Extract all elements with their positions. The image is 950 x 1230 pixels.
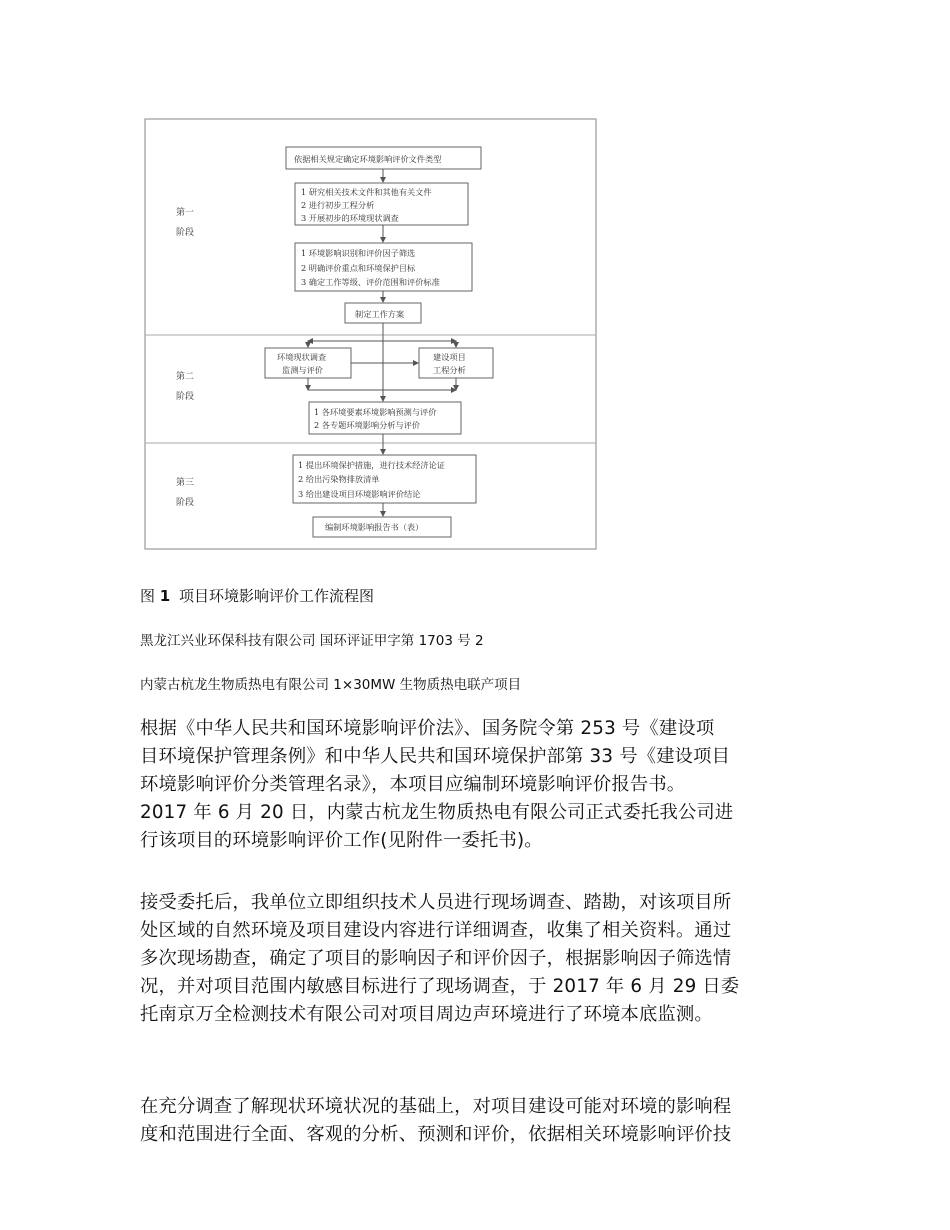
stage-3-label: 第三阶段 (176, 478, 195, 508)
text-line: 处区域的自然环境及项目建设内容进行详细调查，收集了相关资料。通过 (140, 920, 732, 941)
text-line: 环境影响评价分类管理名录》，本项目应编制环境影响评价报告书。 (140, 774, 686, 795)
caption-prefix: 图 (140, 587, 156, 605)
flow-text: 编制环境影响报告书（表） (325, 522, 424, 532)
stage-2-label: 第二阶段 (176, 372, 195, 402)
text-line: 托南京万全检测技术有限公司对项目周边声环境进行了环境本底监测。 (140, 1004, 713, 1025)
caption-number: 1 (159, 587, 171, 605)
text-line: 目环境保护管理条例》和中华人民共和国环境保护部第 33 号《建设项目 (140, 746, 731, 767)
text-line: 行该项目的环境影响评价工作(见附件一委托书)。 (140, 830, 543, 851)
text-line: 况，并对项目范围内敏感目标进行了现场调查，于 2017 年 6 月 29 日委 (140, 976, 740, 997)
paragraph (140, 889, 820, 1029)
flow-text: 环境现状调查 (277, 352, 327, 362)
header-company-line: 黑龙江兴业环保科技有限公司 国环评证甲字第 1703 号 2 (140, 633, 484, 649)
header-project-line: 内蒙古杭龙生物质热电有限公司 1×30MW 生物质热电联产项目 (140, 677, 522, 693)
flow-text: 2 明确评价重点和环境保护目标 (301, 263, 416, 273)
flow-text: 1 研究相关技术文件和其他有关文件 (301, 187, 432, 197)
figure-caption (140, 585, 374, 606)
text-line: 多次现场勘查，确定了项目的影响因子和评价因子，根据影响因子筛选情 (140, 948, 732, 969)
paragraph (140, 715, 820, 855)
flow-text: 制定工作方案 (355, 309, 405, 319)
flow-text: 1 提出环境保护措施，进行技术经济论证 (298, 460, 445, 470)
flow-text: 监测与评价 (282, 365, 323, 375)
text-line: 度和范围进行全面、客观的分析、预测和评价，依据相关环境影响评价技 (140, 1124, 732, 1145)
flow-text: 工程分析 (433, 365, 466, 375)
flow-text: 3 给出建设项目环境影响评价结论 (298, 489, 421, 499)
flow-text: 1 各环境要素环境影响预测与评价 (314, 407, 437, 417)
flow-text: 建设项目 (433, 352, 466, 362)
flowchart-figure (143, 117, 598, 551)
flow-text: 1 环境影响识别和评价因子筛选 (301, 248, 416, 258)
flowchart-svg (143, 117, 598, 551)
text-line: 接受委托后，我单位立即组织技术人员进行现场调查、踏勘，对该项目所 (140, 892, 732, 913)
caption-title: 项目环境影响评价工作流程图 (179, 587, 375, 605)
paragraph (140, 1093, 820, 1149)
flow-text: 依据相关规定确定环境影响评价文件类型 (294, 154, 442, 164)
text-line: 根据《中华人民共和国环境影响评价法》、国务院令第 253 号《建设项 (140, 718, 715, 739)
flow-text: 2 进行初步工程分析 (301, 200, 375, 210)
stage-1-label: 第一阶段 (176, 208, 195, 238)
flow-text: 3 开展初步的环境现状调查 (301, 213, 399, 223)
flow-text: 2 给出污染物排放清单 (298, 474, 380, 484)
flow-text: 2 各专题环境影响分析与评价 (314, 420, 421, 430)
text-line: 在充分调查了解现状环境状况的基础上，对项目建设可能对环境的影响程 (140, 1096, 732, 1117)
text-line: 2017 年 6 月 20 日，内蒙古杭龙生物质热电有限公司正式委托我公司进 (140, 802, 734, 823)
flow-text: 3 确定工作等级、评价范围和评价标准 (301, 277, 440, 287)
